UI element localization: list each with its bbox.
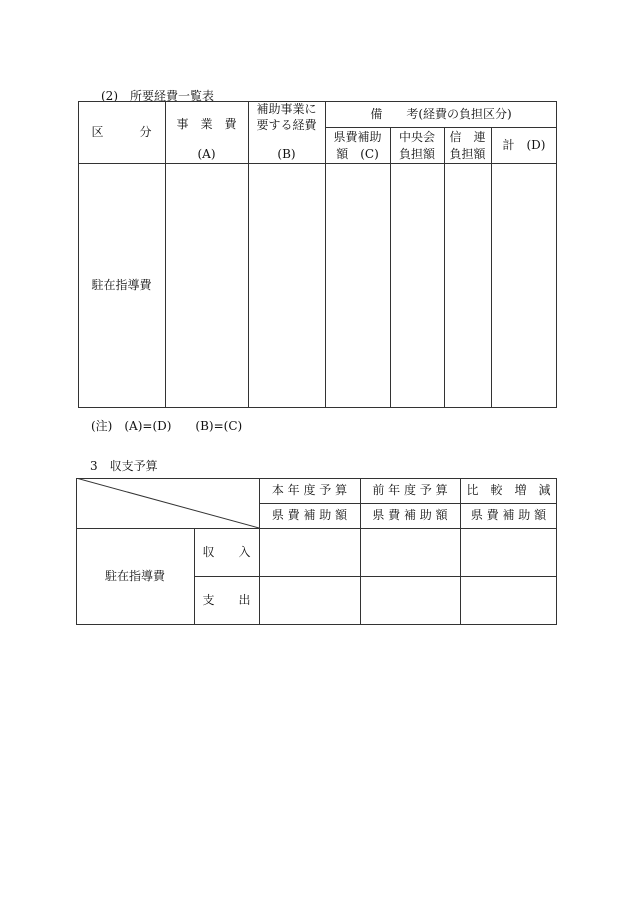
header-bikou: 備 考(経費の負担区分) xyxy=(370,106,512,121)
expense-label: 支 出 xyxy=(202,593,251,608)
income-label: 収 入 xyxy=(202,544,251,559)
header-chuuou: 中央会 負担額 xyxy=(398,130,435,161)
header-hojo: 補助事業に 要する経費 xyxy=(256,101,317,132)
header-comparison: 比 較 増 減 xyxy=(466,483,551,498)
diagonal-line xyxy=(76,478,260,529)
subheader-current: 県 費 補 助 額 xyxy=(271,508,348,523)
subheader-previous: 県 費 補 助 額 xyxy=(372,508,448,523)
row-label-chuuzai: 駐在指導費 xyxy=(91,278,152,293)
header-shinren: 信 連 負担額 xyxy=(449,130,486,161)
section2-title: (2) 所要経費一覧表 xyxy=(101,89,214,103)
subheader-comparison: 県 費 補 助 額 xyxy=(470,508,547,523)
header-current-budget: 本 年 度 予 算 xyxy=(271,483,348,498)
header-previous-budget: 前 年 度 予 算 xyxy=(372,483,448,498)
section2-note: (注) (A)=(D) (B)=(C) xyxy=(91,419,243,433)
header-jigyouhi: 事 業 費 xyxy=(176,116,237,131)
header-kubun: 区 分 xyxy=(91,124,152,139)
header-ken: 県費補助 額 (C) xyxy=(333,130,382,161)
header-jigyouhi-code: (A) xyxy=(197,146,216,161)
budget-row-label: 駐在指導費 xyxy=(104,569,165,584)
section3-title: 3 収支予算 xyxy=(90,459,158,473)
header-hojo-code: (B) xyxy=(277,146,296,161)
header-kei: 計 (D) xyxy=(502,138,546,153)
